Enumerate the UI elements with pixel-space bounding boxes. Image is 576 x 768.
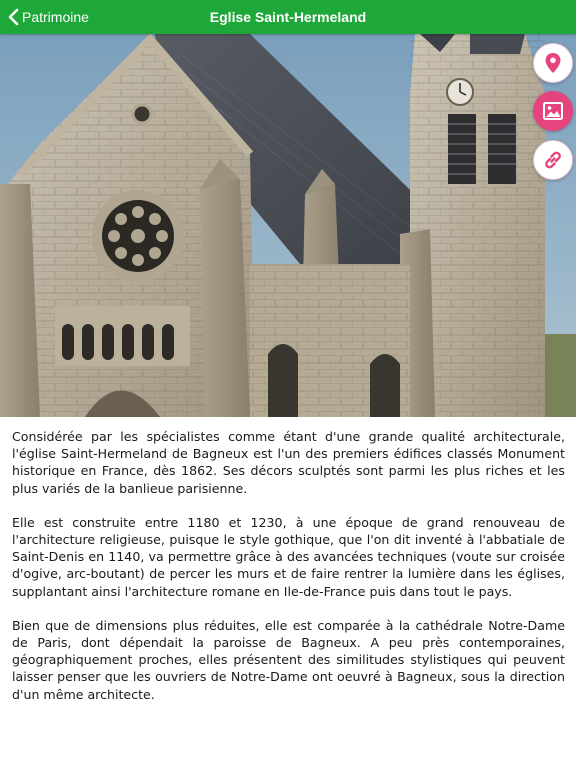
hero-image	[0, 34, 576, 417]
back-button-label: Patrimoine	[22, 9, 89, 25]
article-body	[12, 428, 565, 720]
back-button[interactable]	[8, 0, 89, 34]
navigation-bar	[0, 0, 576, 34]
image-icon	[543, 102, 563, 120]
map-button[interactable]	[533, 43, 573, 83]
link-button[interactable]	[533, 140, 573, 180]
article-paragraph: Bien que de dimensions plus réduites, elle est comparée à la cathédrale Notre-Dame de Paris, dont dépendait la paroisse de Bagneux. A peu près contemporaines, géographiquement proches, elles présentent des similitudes stylistiques qui peuvent laisser penser que les ouvriers de Notre-Dame ont oeuvré à Bagneux, sous la direction d'un même architecte.	[12, 617, 565, 702]
gallery-button[interactable]	[533, 91, 573, 131]
article-paragraph: Elle est construite entre 1180 et 1230, à une époque de grand renouveau de l'architecture religieuse, puisque le style gothique, que l'on dit inventé à l'abbatiale de Saint-Denis en 1140, va permettre grâce à des avancées techniques (voute sur croisée d'ogive, arc-boutant) de percer les murs et de faire rentrer la lumière dans les églises, supplantant ainsi l'architecture romane en Ile-de-France puis dans tout le pays.	[12, 514, 565, 599]
church-photo	[0, 34, 576, 417]
map-marker-icon	[544, 52, 562, 74]
link-icon	[542, 149, 564, 171]
article-paragraph: Considérée par les spécialistes comme étant d'une grande qualité architecturale, l'église Saint-Hermeland de Bagneux est l'un des premiers édifices classés Monument historique en France, dès 1862. Ses décors sculptés sont parmi les plus riches et les plus variés de la banlieue parisienne.	[12, 429, 565, 496]
page-title: Eglise Saint-Hermeland	[209, 9, 367, 25]
chevron-left-icon	[8, 8, 19, 26]
